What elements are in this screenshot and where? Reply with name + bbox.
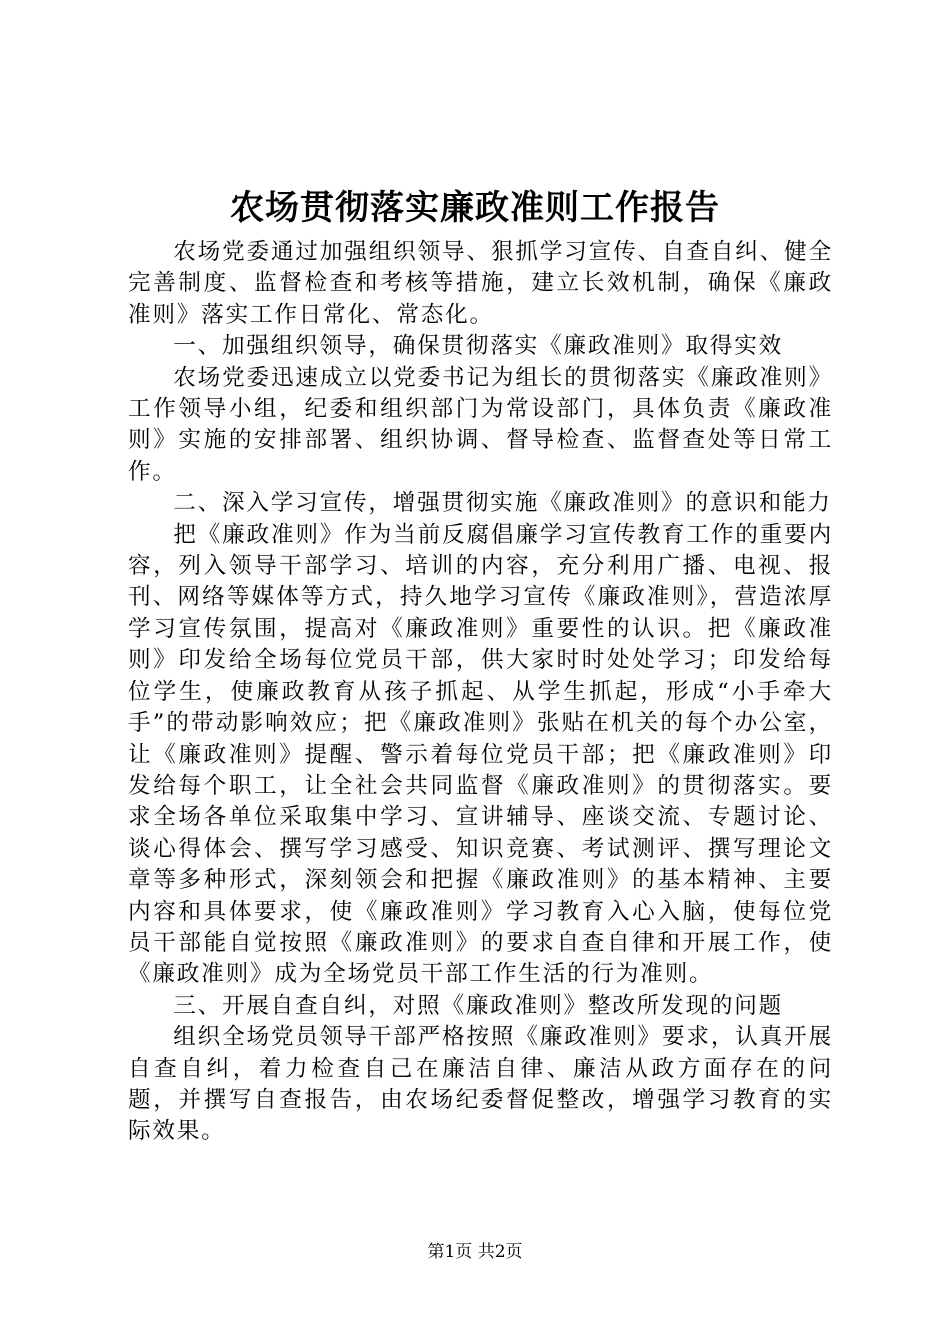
paragraph-intro: 农场党委通过加强组织领导、狠抓学习宣传、自查自纠、健全完善制度、监督检查和考核等措施，建立长效机制，确保《廉政准则》落实工作日常化、常态化。 [128, 239, 833, 328]
section-heading-3: 三、开展自查自纠，对照《廉政准则》整改所发现的问题 [173, 992, 784, 1019]
paragraph-section-2: 把《廉政准则》作为当前反腐倡廉学习宣传教育工作的重要内容，列入领导干部学习、培训的内容，充分利用广播、电视、报刊、网络等媒体等方式，持久地学习宣传《廉政准则》，营造浓厚学习宣传氛围，提高对《廉政准则》重要性的认识。把《廉政准则》印发给全场每位党员干部，供大家时时处处学习；印发给每位学生，使廉政教育从孩子抓起、从学生抓起，形成“小手牵大手”的带动影响效应；把《廉政准则》张贴在机关的每个办公室，让《廉政准则》提醒、警示着每位党员干部；把《廉政准则》印发给每个职工，让全社会共同监督《廉政准则》的贯彻落实。要求全场各单位采取集中学习、宣讲辅导、座谈交流、专题讨论、谈心得体会、撰写学习感受、知识竞赛、考试测评、撰写理论文章等多种形式，深刻领会和把握《廉政准则》的基本精神、主要内容和具体要求，使《廉政准则》学习教育入心入脑，使每位党员干部能自觉按照《廉政准则》的要求自查自律和开展工作，使《廉政准则》成为全场党员干部工作生活的行为准则。 [128, 521, 833, 988]
paragraph-section-3: 组织全场党员领导干部严格按照《廉政准则》要求，认真开展自查自纠，着力检查自己在廉洁自律、廉洁从政方面存在的问题，并撰写自查报告，由农场纪委督促整改，增强学习教育的实际效果。 [128, 1024, 833, 1145]
paragraph-section-1: 农场党委迅速成立以党委书记为组长的贯彻落实《廉政准则》工作领导小组，纪委和组织部门为常设部门，具体负责《廉政准则》实施的安排部署、组织协调、督导检查、监督查处等日常工作。 [128, 364, 833, 485]
document-title: 农场贯彻落实廉政准则工作报告 [230, 188, 720, 228]
section-heading-2: 二、深入学习宣传，增强贯彻实施《廉政准则》的意识和能力 [173, 490, 832, 517]
document-body [128, 237, 833, 1148]
section-heading-1: 一、加强组织领导，确保贯彻落实《廉政准则》取得实效 [173, 333, 784, 360]
page-number-footer: 第1页 共2页 [427, 1242, 523, 1262]
